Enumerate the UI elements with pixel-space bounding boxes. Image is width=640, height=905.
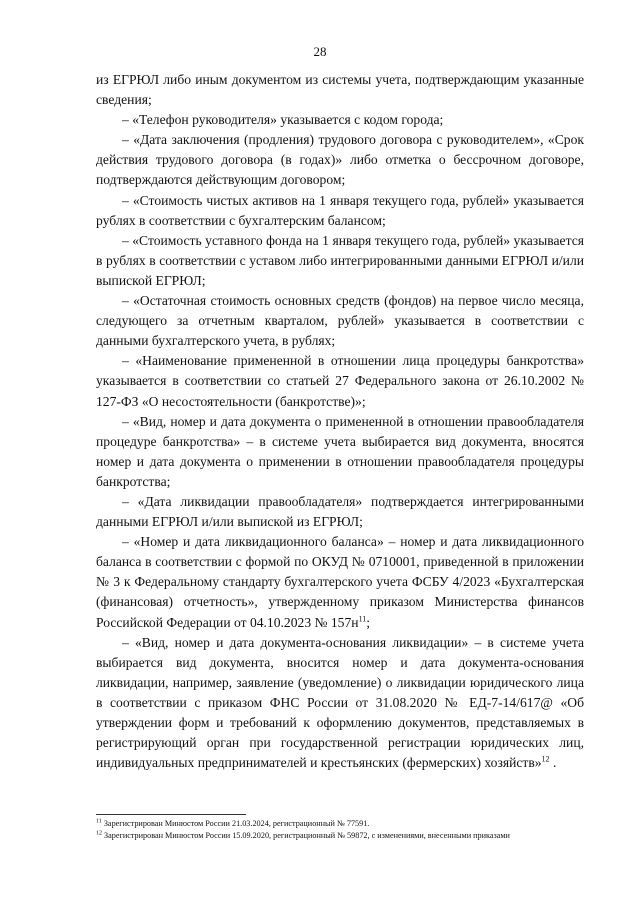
paragraph-liquidation-balance-text: – «Номер и дата ликвидационного баланса» – номер и дата ликвидационного баланса в соответствии с формой по ОКУД № 0710001, приведенной в приложении № 3 к Федеральному стандарту бухгалтерского учета ФСБУ 4/2023 «Бухгалтерская (финансовая) отчетность», утвержденному приказом Министерства финансов Российской Федерации от 04.10.2023 № 157н [96,534,584,630]
footnote-12 [96,830,596,842]
footnote-11-mark: 11 [96,818,102,825]
document-body [96,70,584,773]
paragraph-liquidation-date: – «Дата ликвидации правообладателя» подтверждается интегрированными данными ЕГРЮЛ и/или выпиской из ЕГРЮЛ; [96,493,584,530]
footnote-ref-12[interactable]: 12 [541,754,550,764]
paragraph-intro: из ЕГРЮЛ либо иным документом из системы учета, подтверждающим указанные сведения; [96,72,584,108]
paragraph-liquidation-basis-tail: . [549,755,557,771]
paragraph-manager-phone: – «Телефон руководителя» указывается с кодом города; [122,112,444,128]
footnote-11-text: Зарегистрирован Минюстом России 21.03.2024, регистрационный № 77591. [101,819,370,828]
paragraph-bankruptcy-document: – «Вид, номер и дата документа о примененной в отношении правообладателя процедуре банкротства» – в системе учета выбирается вид документа, вносятся номер и дата документа о применении в отношении правообладателя процедуры банкротства; [96,413,584,489]
footnote-11 [96,818,596,830]
paragraph-liquidation-basis-text: – «Вид, номер и дата документа-основания ликвидации» – в системе учета выбирается вид документа, вносится номер и дата документа-основания ликвидации, например, заявление (уведомление) о ликвидации юридического лица в соответствии с приказом ФНС России от 31.08.2020 № ЕД-7-14/617@ «Об утверждении форм и требований к оформлению документов, представляемых в регистрирующий орган при государственной регистрации юридических лиц, индивидуальных предпринимателей и крестьянских (фермерских) хозяйств» [96,634,584,771]
paragraph-liquidation-basis [96,633,584,774]
paragraph-liquidation-balance-tail: ; [366,614,371,630]
page-number: 28 [313,44,327,59]
footnote-12-text: Зарегистрирован Минюстом России 15.09.2020, регистрационный № 59872, с изменениями, внесенными приказами [102,831,510,840]
footnote-ref-11[interactable]: 11 [358,614,367,623]
paragraph-liquidation-balance [96,532,584,632]
paragraph-fixed-assets: – «Остаточная стоимость основных средств (фондов) на первое число месяца, следующего за отчетным кварталом, рублей» указывается в соответствии с данными бухгалтерского учета, в рублях; [96,293,584,349]
paragraph-contract-date: – «Дата заключения (продления) трудового договора с руководителем», «Срок действия трудового договора (в годах)» либо отметка о бессрочном договоре, подтверждаются действующим договором; [96,132,584,188]
paragraph-net-assets: – «Стоимость чистых активов на 1 января текущего года, рублей» указывается рублях в соответствии с бухгалтерским балансом; [96,192,584,228]
footnote-divider [96,814,246,815]
paragraph-charter-fund: – «Стоимость уставного фонда на 1 января текущего года, рублей» указывается в рублях в соответствии с уставом либо интегрированными данными ЕГРЮЛ и/или выпиской ЕГРЮЛ; [96,232,584,288]
footnote-12-mark: 12 [96,830,102,837]
paragraph-bankruptcy-procedure: – «Наименование примененной в отношении лица процедуры банкротства» указывается в соответствии со статьей 27 Федерального закона от 26.10.2002 № 127-ФЗ «О несостоятельности (банкротстве)»; [96,353,584,409]
footnotes [96,818,596,842]
